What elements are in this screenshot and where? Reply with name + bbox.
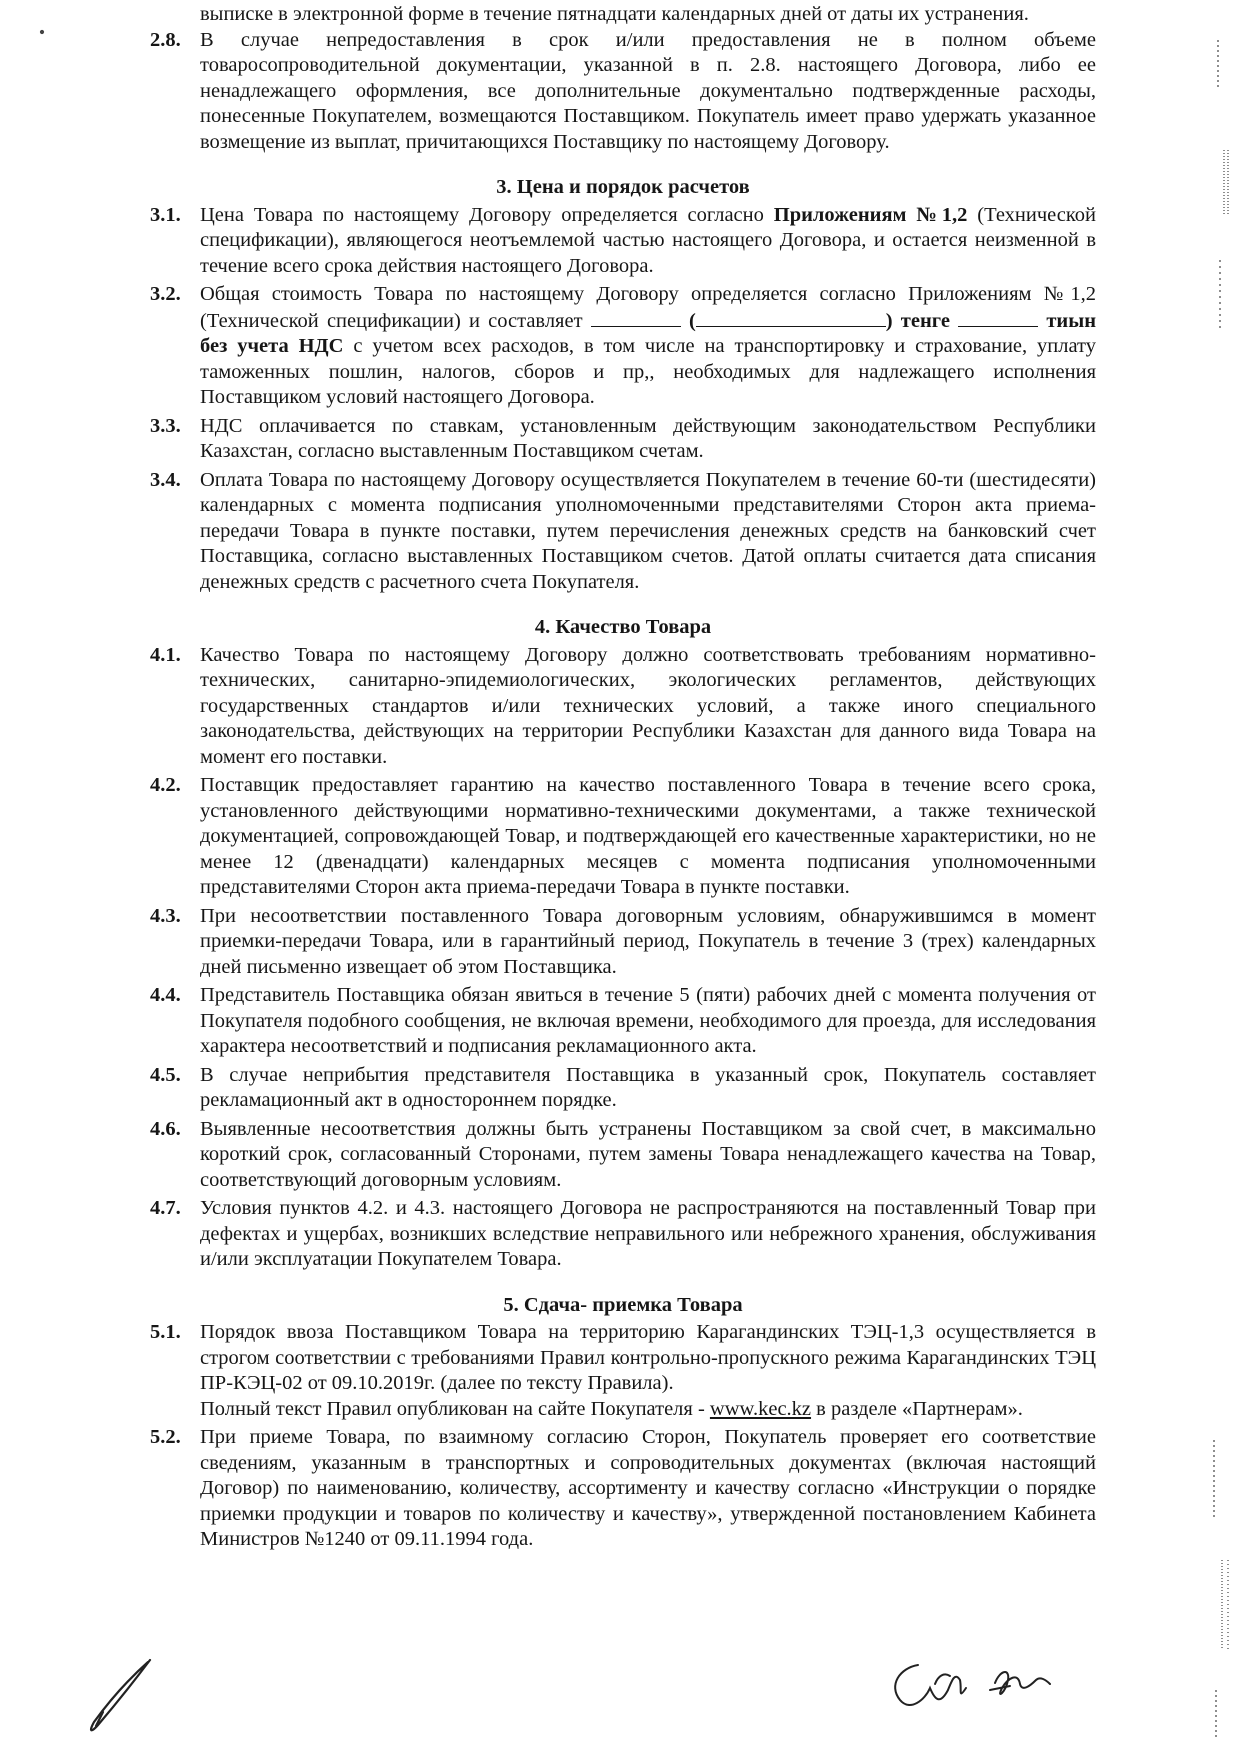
- clause-text: Качество Товара по настоящему Договору должно соответствовать требованиям нормативно-технических, санитарно-эпидемиологических, экологических регламентов, действующих государственных стандартов и/или технических условий, а также иного специального законодательства, действующих на территории Республики Казахстан для данного вида Товара на момент его поставки.: [200, 643, 1096, 768]
- clause-number: 4.4.: [150, 984, 181, 1006]
- paren: (: [688, 309, 696, 332]
- clause-text: Оплата Товара по настоящему Договору осуществляется Покупателем в течение 60-ти (шестидесяти) календарных с момента подписания уполномоченными представителями Сторон акта приема-передачи Товара в пункте поставки, путем перечисления денежных средств на банковский счет Поставщика, согласно выставленных Поставщиком счетов. Датой оплаты считается дата списания денежных средств с расчетного счета Покупателя.: [200, 468, 1096, 593]
- clause-number: 3.2.: [150, 283, 181, 305]
- clause-text-part: с учетом всех расходов, в том числе на транспортировку и страхование, уплату таможенных пошлин, налогов, сборов и пр,, необходимых для надлежащего исполнения Поставщиком условий настоящего Договора.: [200, 335, 1096, 408]
- clause-number: 4.2.: [150, 774, 181, 796]
- clause-text: Представитель Поставщика обязан явиться в течение 5 (пяти) рабочих дней с момента получения от Покупателя подобного сообщения, не включая времени, необходимого для проезда, для исследования характера несоответствий и подписания рекламационного акта.: [200, 984, 1096, 1057]
- clause-text-part: Общая стоимость Товара по настоящему Договору определяется согласно Приложениям №1,2 (Технической спецификации) и составляет: [200, 283, 1096, 332]
- clause-number: 4.6.: [150, 1117, 181, 1140]
- clause-text: НДС оплачивается по ставкам, установленным действующим законодательством Республики Казахстан, согласно выставленным Поставщиком счетам.: [200, 414, 1096, 462]
- clause-text-part: (Технической спецификации), являющегося неотъемлемой частью настоящего Договора, и остается неизменной в течение всего срока действия настоящего Договора.: [200, 203, 1096, 277]
- clause-text: Условия пунктов 4.2. и 4.3. настоящего Договора не распространяются на поставленный Товар при дефектах и ущербах, возникших вследствие неправильного или небрежного хранения, обслуживания и/или эксплуатации Покупателем Товара.: [200, 1197, 1096, 1270]
- website-link[interactable]: www.kec.kz: [709, 1397, 812, 1420]
- clause-number: 5.2.: [150, 1426, 181, 1448]
- clause-number: 4.5.: [150, 1063, 181, 1086]
- clause-text: В случае непредоставления в срок и/или предоставления не в полном объеме товаросопроводительной документации, указанной в п. 2.8. настоящего Договора, либо ее ненадлежащего оформления, все дополнительные документально подтвержденные расходы, понесенные Покупателем, возмещаются Поставщиком. Покупатель имеет право удержать указанное возмещение из выплат, причитающихся Поставщику по настоящему Договору.: [200, 28, 1096, 153]
- rules-note-end: в разделе «Партнерам».: [811, 1397, 1023, 1420]
- tiyn-label: тиын без учета НДС: [200, 309, 1097, 357]
- rules-note: Полный текст Правил опубликован на сайте Покупателя -: [200, 1397, 710, 1420]
- section-4-heading: 4. Качество Товара: [534, 616, 712, 638]
- currency-tenge: тенге: [900, 309, 950, 332]
- clause-text: При приеме Товара, по взаимному согласию Сторон, Покупатель проверяет его соответствие сведениям, указанным в транспортных и сопроводительных документах (включая настоящий Договор) по наименованию, количеству, ассортименту и качеству согласно «Инструкции о порядке приемки продукции и товаров по количеству и качеству», утвержденной постановлением Кабинета Министров №1240 от 09.11.1994 года.: [200, 1426, 1096, 1550]
- clause-number: 3.1.: [150, 203, 181, 226]
- clause-text: Поставщик предоставляет гарантию на качество поставленного Товара в течение всего срока, установленного действующими нормативно-техническими документами, а также технической документацией, сопровождающей Товар, и подтверждающей его качественные характеристики, но не менее 12 (двенадцати) календарных месяцев с момента подписания уполномоченными представителями Сторон акта приема-передачи Товара в пункте поставки.: [200, 774, 1096, 898]
- clause-number: 3.4.: [150, 468, 181, 491]
- appendix-reference: Приложениям №1,2: [773, 203, 968, 226]
- clause-number: 4.7.: [150, 1197, 181, 1219]
- paren: ): [885, 309, 893, 332]
- clause-number: 4.1.: [150, 643, 181, 666]
- clause-text-part: Цена Товара по настоящему Договору определяется согласно: [200, 203, 774, 226]
- pen-stroke-signature: [91, 1660, 150, 1730]
- clause-text-part: Порядок ввоза Поставщиком Товара на территорию Карагандинских ТЭЦ-1,3 осуществляется в строгом соответствии с требованиями Правил контрольно-пропускного режима Карагандинских ТЭЦ ПР-КЭЦ-02 от 09.10.2019г. (далее по тексту Правила).: [200, 1321, 1096, 1394]
- section-3-heading: 3. Цена и порядок расчетов: [496, 176, 750, 198]
- handwritten-signature-2: [990, 1672, 1050, 1694]
- clause-number: 2.8.: [150, 28, 181, 51]
- clause-text: При несоответствии поставленного Товара договорным условиям, обнаружившимся в момент приемки-передачи Товара, или в гарантийный период, Покупатель в течение 3 (трех) календарных дней письменно извещает об этом Поставщика.: [200, 904, 1096, 978]
- continued-paragraph: выписке в электронной форме в течение пятнадцати календарных дней от даты их устранения.: [200, 3, 1029, 25]
- clause-text: Выявленные несоответствия должны быть устранены Поставщиком за свой счет, в максимально короткий срок, согласованный Сторонами, путем замены Товара ненадлежащего качества на Товар, соответствующий договорным условиям.: [200, 1117, 1096, 1191]
- clause-number: 3.3.: [150, 414, 181, 437]
- clause-number: 4.3.: [150, 904, 181, 927]
- clause-number: 5.1.: [150, 1321, 181, 1343]
- clause-text: В случае неприбытия представителя Поставщика в указанный срок, Покупатель составляет рекламационный акт в одностороннем порядке.: [200, 1063, 1096, 1111]
- binding-marks: [41, 31, 1229, 1741]
- section-5-heading: 5. Сдача- приемка Товара: [503, 1293, 743, 1316]
- handwritten-signature-1: [895, 1665, 966, 1705]
